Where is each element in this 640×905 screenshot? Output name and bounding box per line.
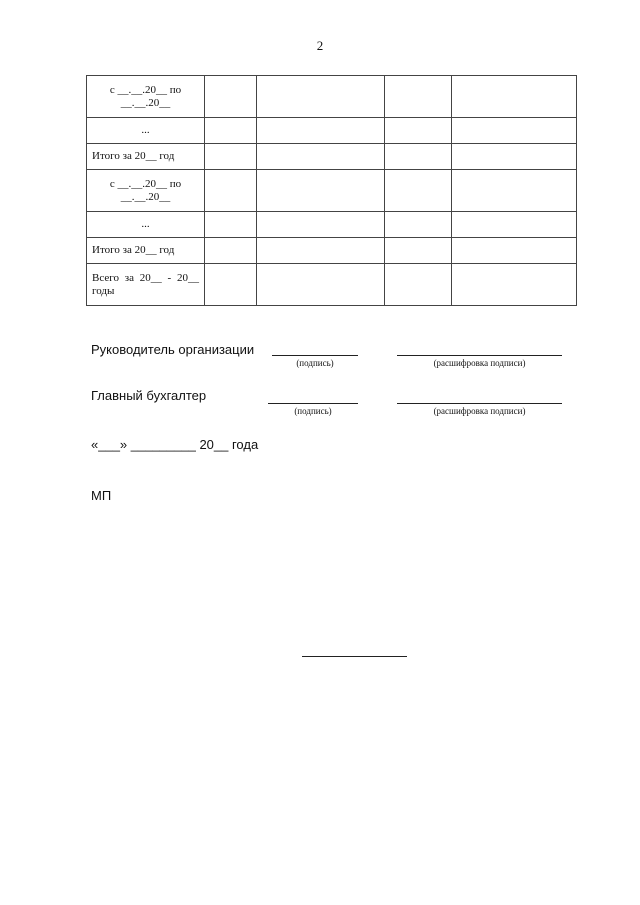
- table-cell: [385, 144, 452, 170]
- table-cell: [257, 264, 385, 306]
- table-row: [87, 212, 577, 238]
- table-cell: [385, 212, 452, 238]
- row-label: Итого за 20__ год: [87, 238, 205, 264]
- head-signature-caption: (подпись): [296, 358, 334, 368]
- row-label: Всего за 20__ - 20__ годы: [87, 264, 205, 306]
- table-cell: [385, 264, 452, 306]
- row-label: ...: [87, 212, 205, 238]
- table-cell: [257, 170, 385, 212]
- table-row: [87, 118, 577, 144]
- table-cell: [205, 238, 257, 264]
- table-cell: [205, 76, 257, 118]
- row-label: Итого за 20__ год: [87, 144, 205, 170]
- accountant-signature-label: Главный бухгалтер: [91, 388, 207, 403]
- table-cell: [257, 212, 385, 238]
- table-cell: [385, 118, 452, 144]
- date-line: «___» _________ 20__ года: [91, 437, 259, 452]
- table-cell: [452, 118, 577, 144]
- head-signature-label: Руководитель организации: [91, 342, 255, 357]
- row-label: с __.__.20__ по __.__.20__: [87, 170, 205, 212]
- report-table: [86, 75, 577, 306]
- row-label: ...: [87, 118, 205, 144]
- head-decoding-caption: (расшифровка подписи): [433, 358, 526, 368]
- accountant-signature-line: [268, 403, 358, 404]
- accountant-decoding-caption: (расшифровка подписи): [433, 406, 526, 416]
- table-cell: [205, 118, 257, 144]
- table-row: [87, 76, 577, 118]
- table-cell: [452, 144, 577, 170]
- table-cell: [257, 118, 385, 144]
- table-cell: [385, 170, 452, 212]
- end-divider: [302, 656, 407, 657]
- head-signature-line: [272, 355, 358, 356]
- table-cell: [385, 76, 452, 118]
- table-cell: [452, 76, 577, 118]
- table-cell: [205, 170, 257, 212]
- accountant-decoding-line: [397, 403, 562, 404]
- table-cell: [205, 144, 257, 170]
- table-cell: [452, 264, 577, 306]
- head-decoding-line: [397, 355, 562, 356]
- table-cell: [452, 212, 577, 238]
- table-cell: [205, 264, 257, 306]
- table-row: [87, 170, 577, 212]
- page-number: 2: [316, 38, 324, 53]
- accountant-signature-caption: (подпись): [294, 406, 332, 416]
- table-cell: [452, 238, 577, 264]
- table-row: [87, 264, 577, 306]
- row-label: с __.__.20__ по __.__.20__: [87, 76, 205, 118]
- table-cell: [205, 212, 257, 238]
- seal-mark: МП: [91, 488, 112, 503]
- table-cell: [385, 238, 452, 264]
- table-cell: [257, 144, 385, 170]
- table-cell: [257, 238, 385, 264]
- table-row: [87, 144, 577, 170]
- table-row: [87, 238, 577, 264]
- table-cell: [257, 76, 385, 118]
- table-cell: [452, 170, 577, 212]
